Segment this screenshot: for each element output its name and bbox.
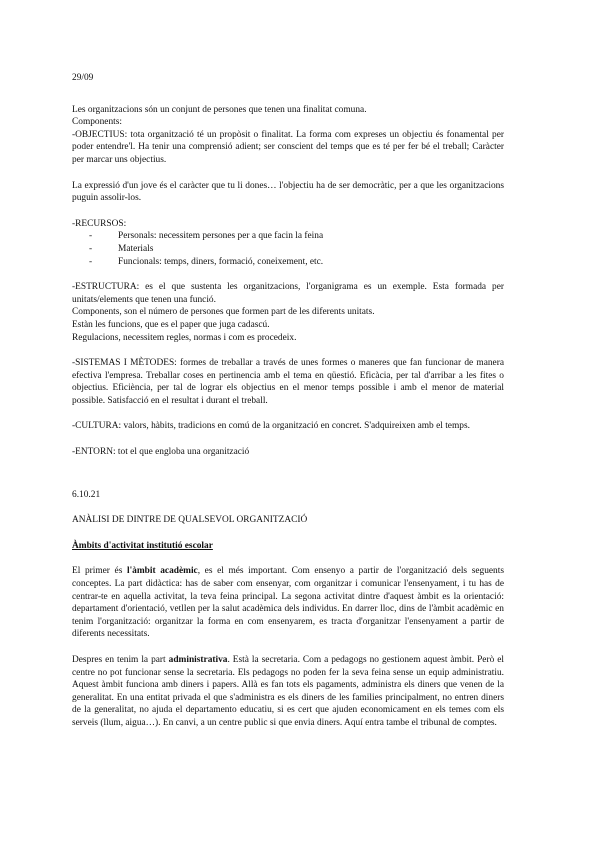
ambits-heading: Àmbits d'activitat institutió escolar: [72, 540, 213, 551]
analisi-title: ANÀLISI DE DINTRE DE QUALSEVOL ORGANITZACIÓ: [72, 515, 308, 526]
list-item: - Materials: [89, 243, 504, 256]
definition-paragraph: Les organitzacions són un conjunt de persones que tenen una finalitat comuna.: [72, 104, 367, 115]
objectius-paragraph: -OBJECTIUS: tota organització té un propòsit o finalitat. La forma com expreses un objectiu és fonamental per poder entendre'l. Ha tenir una comprensió adient; ser conscient del temps que es té per fer bé el treball; Caràcter per marcar uns objectius.: [72, 129, 504, 165]
estructura-paragraph: -ESTRUCTURA: es el que sustenta les organitzacions, l'organigrama es un exemple. Esta formada per unitats/elements que tenen una funció.: [72, 282, 504, 305]
components-label: Components:: [72, 117, 123, 128]
estructura-regulacions: Regulacions, necessitem regles, normas i com es procedeix.: [72, 332, 297, 343]
estructura-funcions: Estàn les funcions, que es el paper que juga cadascú.: [72, 319, 270, 330]
estructura-components: Components, son el número de persones que formen part de les diferents unitats.: [72, 307, 375, 318]
list-item: - Funcionals: temps, diners, formació, coneixement, etc.: [89, 256, 504, 269]
date-heading-2: 6.10.21: [72, 489, 101, 500]
academic-text-before: El primer és: [72, 566, 127, 577]
sistemes-paragraph: -SISTEMAS I MÈTODES: formes de treballar a través de unes formes o maneres que fan funcionar de manera efectiva l'empresa. Treballar coses en pertinencia amb el tema en qüestió. Eficàcia, per tal d'arribar a les fites o objectius. Eficiència, per tal de lograr els objectius en el menor temps possible i amb el menor de material possible. Satisfacció en el resultat i durant el treball.: [72, 358, 504, 406]
recursos-list: [72, 230, 504, 268]
administrativa-bold-term: administrativa: [168, 655, 228, 665]
academic-text-after: , es el més important. Com ensenyo a partir de l'organització dels seguents conceptes. La part didàctica: has de saber com ensenyar, com organitzar i comunicar l'ensenyament, i tu has de centrar-te en aquella activitat, la teva feina principal. La segona activitat dintre d'aquest àmbit es la orientació: departament d'orientació, vetllen per la salut acadèmica dels individus. En darrer lloc, dins de l'àmbit acadèmic en tenim l'organització: organitzar la forma en com ensenyarem, es tracta d'organitzar l'ensenyament a partir de diferents necessitats.: [72, 566, 504, 640]
entorn-paragraph: -ENTORN: tot el que engloba una organització: [72, 447, 250, 458]
cultura-paragraph: -CULTURA: valors, hàbits, tradicions en comú de la organització en concret. S'adquireixen amb el temps.: [72, 421, 470, 432]
administrativa-paragraph: [72, 654, 504, 730]
academic-bold-term: l'àmbit acadèmic: [126, 566, 198, 577]
document-body: [72, 72, 504, 730]
expressio-paragraph: La expressió d'un jove és el caràcter que tu li dones… l'objectiu ha de ser democràtic, per a que les organitzacions puguin assolir-los.: [72, 180, 504, 204]
date-heading: 29/09: [72, 73, 94, 83]
academic-paragraph: [72, 565, 504, 641]
list-item: - Personals: necessitem persones per a que facin la feina: [89, 230, 504, 243]
administrativa-text-before: Despres en tenim la part: [72, 655, 169, 665]
administrativa-text-after: . Està la secretaria. Com a pedagogs no gestionem aquest àmbit. Però el centre no pot funcionar sense la secretaria. Els pedagogs no poden fer la seva feina sense un equip administratiu. Aquest àmbit funciona amb diners i papers. Allà es fan tots els pagaments, administra els diners que venen de la generalitat. En una entitat privada el que s'administra es els diners de les families principalment, no entren diners de la generalitat, no ajuda el departamento educatiu, si es cert que ajuden economicament en els temes com els serveis (llum, aigua…). En canvi, a un centre public si que envia diners. Aquí entra tambe el tribunal de comptes.: [72, 655, 504, 728]
recursos-heading: -RECURSOS:: [72, 218, 127, 229]
